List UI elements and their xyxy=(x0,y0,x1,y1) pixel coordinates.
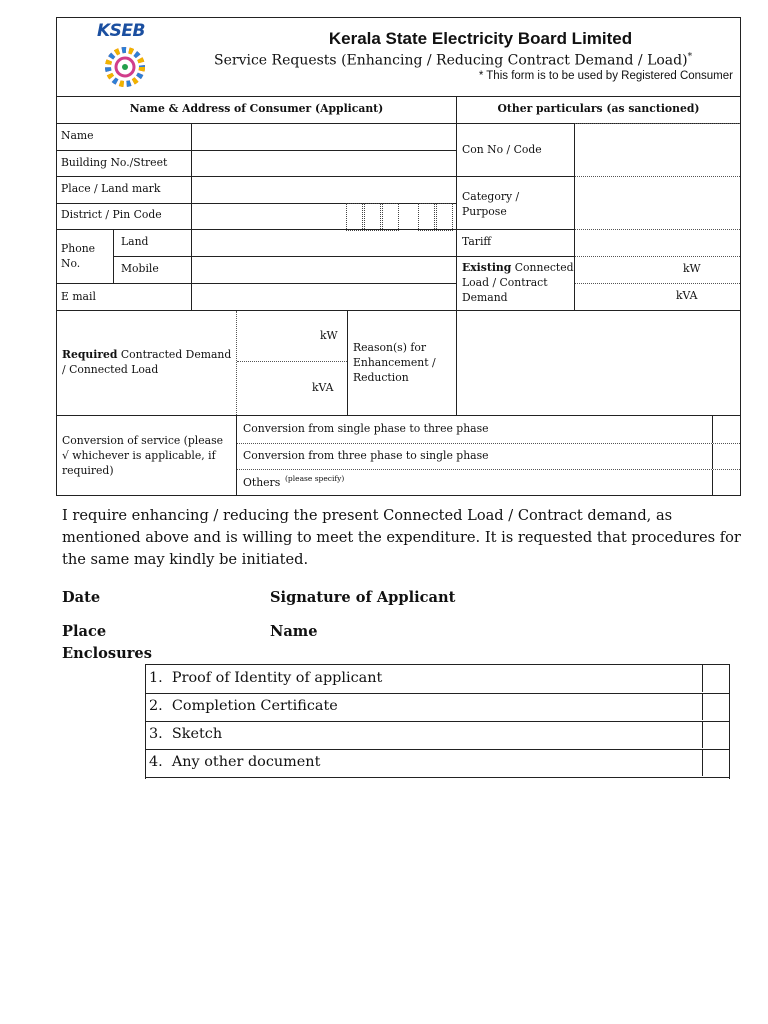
category-label: Category / Purpose xyxy=(462,190,520,218)
conversion-checkbox[interactable] xyxy=(712,470,740,495)
enclosure-checkbox[interactable] xyxy=(702,721,730,748)
con-no-label: Con No / Code xyxy=(462,143,542,156)
place-input[interactable] xyxy=(192,177,456,203)
enclosure-text: Sketch xyxy=(171,726,223,742)
name-input[interactable] xyxy=(192,124,456,150)
building-label: Building No./Street xyxy=(61,156,168,169)
enclosure-item xyxy=(149,670,382,686)
form-title xyxy=(214,52,692,69)
existing-label xyxy=(462,260,574,305)
required-label xyxy=(62,347,232,377)
form-title-text: Service Requests (Enhancing / Reducing Contract Demand / Load) xyxy=(214,52,688,69)
mobile-label: Mobile xyxy=(121,262,159,275)
date-label: Date xyxy=(62,589,101,606)
existing-kw-input[interactable] xyxy=(575,257,675,283)
email-label: E mail xyxy=(61,290,96,303)
conversion-label: Conversion of service (please √ whichever is applicable, if required) xyxy=(62,434,224,477)
existing-kw-unit: kW xyxy=(683,262,701,275)
district-input[interactable] xyxy=(192,204,342,229)
enclosure-item xyxy=(149,698,338,714)
enclosure-num: 2. xyxy=(149,698,163,714)
email-input[interactable] xyxy=(192,284,456,310)
place-field-label: Place xyxy=(62,623,107,640)
required-kw-unit: kW xyxy=(320,329,338,342)
conversion-checkbox[interactable] xyxy=(712,416,740,443)
reason-input[interactable] xyxy=(457,311,740,415)
enclosure-text: Completion Certificate xyxy=(171,698,338,714)
tariff-label: Tariff xyxy=(462,235,492,248)
existing-label-rest: Connected Load / Contract Demand xyxy=(462,261,574,304)
land-label: Land xyxy=(121,235,149,248)
existing-label-bold: Existing xyxy=(462,261,512,274)
form-title-mark: * xyxy=(687,52,693,62)
consumer-heading: Name & Address of Consumer (Applicant) xyxy=(129,102,384,115)
enclosure-item xyxy=(149,754,320,770)
conversion-option-others[interactable] xyxy=(237,470,740,495)
enclosure-checkbox[interactable] xyxy=(702,665,730,692)
conversion-option-label: Others xyxy=(243,476,281,489)
enclosure-row xyxy=(146,721,730,750)
category-input[interactable] xyxy=(575,177,740,229)
pin-code-boxes[interactable] xyxy=(342,203,456,229)
declaration-text: I require enhancing / reducing the present Connected Load / Contract demand, as mentioned above and is willing to meet the expenditure. It is requested that procedures for the same may kindly be initiated. xyxy=(62,507,741,568)
name-field-label: Name xyxy=(270,623,318,640)
required-kva-input[interactable] xyxy=(237,362,347,415)
tariff-input[interactable] xyxy=(575,230,740,256)
mobile-input[interactable] xyxy=(192,257,456,283)
building-input[interactable] xyxy=(192,151,456,176)
enclosure-text: Proof of Identity of applicant xyxy=(171,670,383,686)
conversion-option-single-to-three[interactable] xyxy=(237,416,740,443)
application-form xyxy=(56,17,741,496)
phone-label: Phone No. xyxy=(61,242,96,270)
existing-kva-input[interactable] xyxy=(575,284,675,310)
conversion-option-label: Conversion from three phase to single phase xyxy=(243,449,489,462)
enclosure-item xyxy=(149,726,222,742)
enclosure-text: Any other document xyxy=(171,754,321,770)
form-note: * This form is to be used by Registered Consumer xyxy=(478,70,733,82)
enclosure-row xyxy=(146,749,730,778)
enclosure-row xyxy=(146,665,730,694)
other-particulars-heading: Other particulars (as sanctioned) xyxy=(497,102,700,115)
con-no-input[interactable] xyxy=(575,124,740,176)
kseb-gear-emblem xyxy=(101,43,149,91)
enclosure-num: 1. xyxy=(149,670,163,686)
enclosure-checkbox[interactable] xyxy=(702,693,730,720)
conversion-option-label: Conversion from single phase to three phase xyxy=(243,422,489,435)
enclosure-num: 4. xyxy=(149,754,163,770)
required-kw-input[interactable] xyxy=(237,311,347,361)
land-input[interactable] xyxy=(192,230,456,256)
name-label: Name xyxy=(61,129,94,142)
enclosure-row xyxy=(146,693,730,722)
form-header xyxy=(57,18,740,97)
required-kva-unit: kVA xyxy=(312,381,334,394)
conversion-option-three-to-single[interactable] xyxy=(237,444,740,469)
others-note: (please specify) xyxy=(285,474,345,483)
enclosure-num: 3. xyxy=(149,726,163,742)
required-label-bold: Required xyxy=(62,348,118,361)
kseb-logo-text: KSEB xyxy=(97,21,145,41)
conversion-checkbox[interactable] xyxy=(712,444,740,469)
signature-label: Signature of Applicant xyxy=(270,589,456,606)
reason-label: Reason(s) for Enhancement / Reduction xyxy=(353,341,436,384)
enclosures-label: Enclosures xyxy=(62,645,152,662)
existing-kva-unit: kVA xyxy=(676,289,698,302)
enclosure-checkbox[interactable] xyxy=(702,749,730,776)
place-label: Place / Land mark xyxy=(61,182,161,195)
required-label-rest: Contracted Demand / Connected Load xyxy=(62,348,232,376)
district-label: District / Pin Code xyxy=(61,208,162,221)
org-name: Kerala State Electricity Board Limited xyxy=(328,29,633,48)
